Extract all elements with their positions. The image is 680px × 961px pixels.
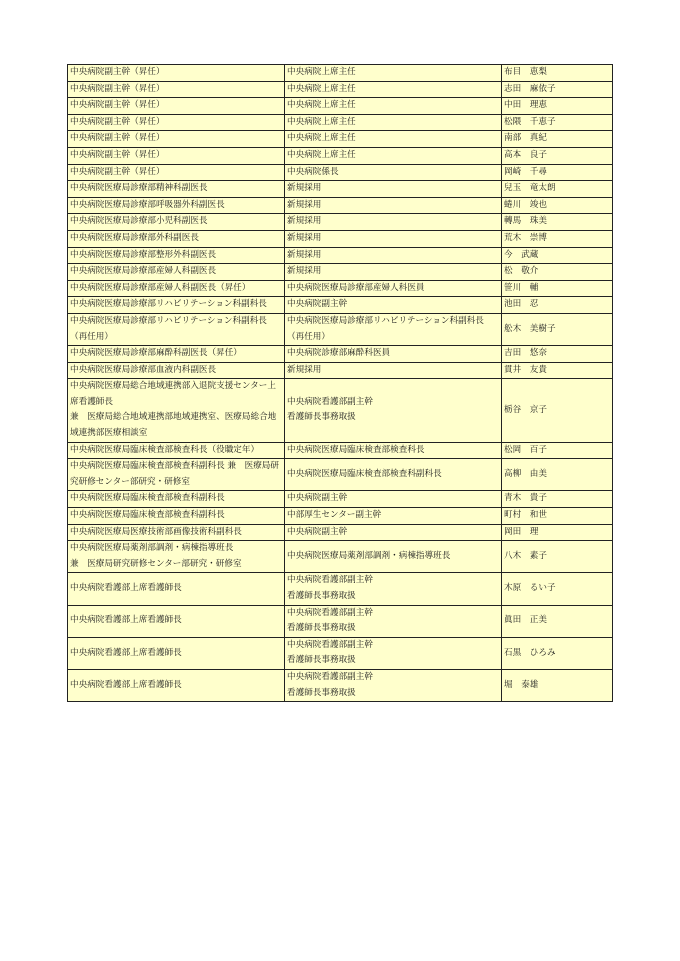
old-post-cell bbox=[285, 346, 502, 363]
old-post-text: 中央病院医療局臨床検査部検査科長 bbox=[287, 444, 425, 455]
new-post-text: 中央病院医療局診療部精神科副医長 bbox=[70, 183, 208, 194]
person-name: 今 武蔵 bbox=[504, 249, 539, 260]
person-name-cell bbox=[502, 346, 613, 363]
new-post-cell bbox=[68, 247, 285, 264]
person-name: 町村 和世 bbox=[504, 510, 547, 521]
person-name: 松隈 千恵子 bbox=[504, 116, 556, 127]
new-post-text: 中央病院医療局診療部外科副医長 bbox=[70, 232, 199, 243]
old-post-cell bbox=[285, 459, 502, 491]
person-name-cell bbox=[502, 65, 613, 82]
old-post-text: 新規採用 bbox=[287, 232, 322, 243]
person-name-cell bbox=[502, 230, 613, 247]
old-post-cell bbox=[285, 181, 502, 198]
table-row bbox=[68, 280, 613, 297]
new-post-cell bbox=[68, 379, 285, 442]
new-post-cell bbox=[68, 181, 285, 198]
new-post-text: 中央病院医療局臨床検査部検査科副科長 bbox=[70, 510, 225, 521]
new-post-text: 中央病院医療局医療技術部画像技術科副科長 bbox=[70, 526, 242, 537]
old-post-text: 中央病院医療局臨床検査部検査科副科長 bbox=[287, 469, 442, 480]
old-post-text: 中央病院看護部副主幹 bbox=[287, 671, 373, 682]
table-row bbox=[68, 131, 613, 148]
new-post-cell bbox=[68, 147, 285, 164]
new-post-text: 中央病院副主幹（昇任） bbox=[70, 133, 165, 144]
new-post-text: 中央病院医療局診療部リハビリテーション科副科長 bbox=[70, 299, 267, 310]
old-post-cell bbox=[285, 197, 502, 214]
new-post-cell bbox=[68, 459, 285, 491]
person-name-cell bbox=[502, 197, 613, 214]
person-name: 岡田 理 bbox=[504, 526, 539, 537]
person-name: 吉田 悠奈 bbox=[504, 348, 547, 359]
person-name-cell bbox=[502, 280, 613, 297]
old-post-cell bbox=[285, 214, 502, 231]
table-row bbox=[68, 98, 613, 115]
person-name: 志田 麻依子 bbox=[504, 83, 556, 94]
new-post-text: 中央病院副主幹（昇任） bbox=[70, 100, 165, 111]
table-body bbox=[68, 65, 613, 702]
new-post-cell bbox=[68, 313, 285, 345]
old-post-text: 中央病院上席主任 bbox=[287, 100, 356, 111]
old-post-cell bbox=[285, 81, 502, 98]
table-row bbox=[68, 181, 613, 198]
old-post-text: 新規採用 bbox=[287, 266, 322, 277]
person-name-cell bbox=[502, 605, 613, 637]
table-row bbox=[68, 197, 613, 214]
table-row bbox=[68, 81, 613, 98]
old-post-text: 中央病院医療局薬剤部調剤・病棟指導班長 bbox=[287, 551, 451, 562]
person-name: 兒玉 竜太朗 bbox=[504, 183, 556, 194]
old-post-text: 中央病院看護部副主幹 bbox=[287, 639, 373, 650]
new-post-cell bbox=[68, 214, 285, 231]
old-post-cell bbox=[285, 669, 502, 701]
old-post-text: 中央病院看護部副主幹 bbox=[287, 396, 373, 407]
new-post-text: 中央病院副主幹（昇任） bbox=[70, 166, 165, 177]
old-post-cell bbox=[285, 313, 502, 345]
person-name-cell bbox=[502, 98, 613, 115]
new-post-concurrent-text: 兼 医療局総合地域連携部地域連携室、医療局総合地域連携部医療相談室 bbox=[70, 412, 277, 439]
new-post-cell bbox=[68, 669, 285, 701]
old-post-text: 中央病院副主幹 bbox=[287, 526, 348, 537]
person-name: 舩木 美樹子 bbox=[504, 323, 556, 334]
new-post-cell bbox=[68, 524, 285, 541]
old-post-cell bbox=[285, 98, 502, 115]
old-post-cell bbox=[285, 247, 502, 264]
table-row bbox=[68, 541, 613, 573]
new-post-cell bbox=[68, 508, 285, 525]
table-row bbox=[68, 214, 613, 231]
new-post-text: 中央病院看護部上席看護師長 bbox=[70, 679, 182, 690]
person-name: 眞田 正美 bbox=[504, 615, 547, 626]
table-row bbox=[68, 669, 613, 701]
person-name: 松岡 百子 bbox=[504, 444, 547, 455]
table-row bbox=[68, 379, 613, 442]
person-name-cell bbox=[502, 181, 613, 198]
new-post-cell bbox=[68, 573, 285, 605]
old-post-cell bbox=[285, 362, 502, 379]
new-post-cell bbox=[68, 605, 285, 637]
old-post-cell bbox=[285, 280, 502, 297]
old-post-cell bbox=[285, 541, 502, 573]
person-name-cell bbox=[502, 362, 613, 379]
table-row bbox=[68, 605, 613, 637]
table-row bbox=[68, 297, 613, 314]
old-post-text: 中央病院看護部副主幹 bbox=[287, 607, 373, 618]
new-post-cell bbox=[68, 297, 285, 314]
person-name: 木原 るい子 bbox=[504, 583, 556, 594]
person-name-cell bbox=[502, 459, 613, 491]
old-post-text: 中央病院上席主任 bbox=[287, 149, 356, 160]
new-post-text: 中央病院医療局総合地域連携部入退院支援センター上席看護師長 bbox=[70, 381, 276, 407]
old-post-text: 中央病院看護部副主幹 bbox=[287, 575, 373, 586]
person-name-cell bbox=[502, 669, 613, 701]
person-name: 栃谷 京子 bbox=[504, 404, 547, 415]
old-post-cell bbox=[285, 164, 502, 181]
person-name-cell bbox=[502, 131, 613, 148]
old-post-text: 中央病院上席主任 bbox=[287, 67, 356, 77]
table-row bbox=[68, 442, 613, 459]
old-post-cell bbox=[285, 131, 502, 148]
new-post-text: 中央病院医療局臨床検査部検査科副科長 bbox=[70, 493, 225, 504]
old-post-text: 中央病院上席主任 bbox=[287, 83, 356, 94]
old-post-note-text: 看護師長事務取扱 bbox=[287, 623, 356, 634]
old-post-cell bbox=[285, 379, 502, 442]
new-post-text: 中央病院医療局診療部産婦人科副医長 bbox=[70, 266, 217, 277]
new-post-cell bbox=[68, 541, 285, 573]
old-post-text: 中央病院副主幹 bbox=[287, 493, 348, 504]
new-post-cell bbox=[68, 346, 285, 363]
person-name-cell bbox=[502, 573, 613, 605]
new-post-text: 中央病院医療局診療部麻酔科副医長（昇任） bbox=[70, 348, 242, 359]
new-post-text: 中央病院医療局診療部リハビリテーション科副科長（再任用） bbox=[70, 315, 267, 342]
new-post-cell bbox=[68, 637, 285, 669]
old-post-cell bbox=[285, 573, 502, 605]
new-post-text: 中央病院副主幹（昇任） bbox=[70, 149, 165, 160]
new-post-cell bbox=[68, 98, 285, 115]
table-row bbox=[68, 114, 613, 131]
old-post-cell bbox=[285, 114, 502, 131]
person-name-cell bbox=[502, 637, 613, 669]
old-post-text: 新規採用 bbox=[287, 364, 322, 375]
person-name: 石黒 ひろみ bbox=[504, 647, 556, 658]
table-row bbox=[68, 637, 613, 669]
old-post-cell bbox=[285, 264, 502, 281]
old-post-note-text: 看護師長事務取扱 bbox=[287, 655, 356, 666]
new-post-cell bbox=[68, 131, 285, 148]
person-name: 岡崎 千尋 bbox=[504, 166, 547, 177]
person-name: 中田 理恵 bbox=[504, 100, 547, 111]
table-row bbox=[68, 491, 613, 508]
new-post-cell bbox=[68, 114, 285, 131]
new-post-text: 中央病院医療局薬剤部調剤・病棟指導班長 bbox=[70, 543, 234, 554]
personnel-table bbox=[67, 64, 613, 702]
table-row bbox=[68, 264, 613, 281]
person-name-cell bbox=[502, 524, 613, 541]
old-post-cell bbox=[285, 491, 502, 508]
old-post-cell bbox=[285, 524, 502, 541]
person-name-cell bbox=[502, 164, 613, 181]
new-post-cell bbox=[68, 65, 285, 82]
new-post-text: 中央病院医療局臨床検査部検査科長（役職定年） bbox=[70, 444, 260, 455]
person-name-cell bbox=[502, 491, 613, 508]
table-row bbox=[68, 573, 613, 605]
old-post-text: 新規採用 bbox=[287, 249, 322, 260]
old-post-text: 中央病院係長 bbox=[287, 166, 339, 177]
person-name-cell bbox=[502, 214, 613, 231]
old-post-text: 中部厚生センター副主幹 bbox=[287, 510, 382, 521]
old-post-note-text: 看護師長事務取扱 bbox=[287, 412, 356, 423]
person-name: 松 敬介 bbox=[504, 266, 539, 277]
table-row bbox=[68, 362, 613, 379]
old-post-text: 中央病院医療局診療部産婦人科医員 bbox=[287, 282, 425, 293]
table-row bbox=[68, 147, 613, 164]
old-post-text: 中央病院医療局診療部リハビリテーション科副科長（再任用） bbox=[287, 315, 484, 342]
old-post-cell bbox=[285, 147, 502, 164]
old-post-text: 中央病院副主幹 bbox=[287, 299, 348, 310]
new-post-text: 中央病院医療局診療部呼吸器外科副医長 bbox=[70, 199, 225, 210]
old-post-note-text: 看護師長事務取扱 bbox=[287, 591, 356, 601]
new-post-text: 中央病院看護部上席看護師長 bbox=[70, 583, 182, 594]
old-post-cell bbox=[285, 65, 502, 82]
person-name-cell bbox=[502, 297, 613, 314]
new-post-cell bbox=[68, 280, 285, 297]
new-post-text: 中央病院医療局臨床検査部検査科副科長 兼 医療局研究研修センター部研究・研修室 bbox=[70, 461, 279, 487]
new-post-text: 中央病院副主幹（昇任） bbox=[70, 116, 165, 127]
new-post-text: 中央病院副主幹（昇任） bbox=[70, 67, 165, 77]
table-row bbox=[68, 524, 613, 541]
table-row bbox=[68, 230, 613, 247]
new-post-text: 中央病院医療局診療部整形外科副医長 bbox=[70, 249, 217, 260]
new-post-concurrent-text: 兼 医療局研究研修センター部研究・研修室 bbox=[70, 558, 242, 569]
old-post-text: 中央病院上席主任 bbox=[287, 133, 356, 144]
person-name: 蜷川 竣也 bbox=[504, 199, 547, 210]
new-post-cell bbox=[68, 442, 285, 459]
table-row bbox=[68, 346, 613, 363]
new-post-text: 中央病院看護部上席看護師長 bbox=[70, 647, 182, 658]
person-name: 八木 素子 bbox=[504, 551, 547, 562]
old-post-text: 中央病院診療部麻酔科医員 bbox=[287, 348, 391, 359]
person-name-cell bbox=[502, 442, 613, 459]
table-row bbox=[68, 65, 613, 82]
old-post-cell bbox=[285, 297, 502, 314]
new-post-text: 中央病院看護部上席看護師長 bbox=[70, 615, 182, 626]
person-name: 布目 恵梨 bbox=[504, 67, 547, 77]
table-row bbox=[68, 164, 613, 181]
new-post-cell bbox=[68, 81, 285, 98]
new-post-cell bbox=[68, 362, 285, 379]
new-post-cell bbox=[68, 197, 285, 214]
person-name: 池田 忍 bbox=[504, 299, 539, 310]
person-name-cell bbox=[502, 313, 613, 345]
person-name: 青木 貴子 bbox=[504, 493, 547, 504]
new-post-cell bbox=[68, 491, 285, 508]
person-name-cell bbox=[502, 147, 613, 164]
old-post-note-text: 看護師長事務取扱 bbox=[287, 687, 356, 698]
table-row bbox=[68, 313, 613, 345]
new-post-cell bbox=[68, 164, 285, 181]
new-post-text: 中央病院医療局診療部産婦人科副医長（昇任） bbox=[70, 282, 251, 293]
person-name-cell bbox=[502, 508, 613, 525]
old-post-cell bbox=[285, 230, 502, 247]
old-post-text: 新規採用 bbox=[287, 199, 322, 210]
new-post-cell bbox=[68, 264, 285, 281]
old-post-text: 中央病院上席主任 bbox=[287, 116, 356, 127]
person-name-cell bbox=[502, 379, 613, 442]
table-row bbox=[68, 247, 613, 264]
person-name-cell bbox=[502, 247, 613, 264]
old-post-text: 新規採用 bbox=[287, 183, 322, 194]
old-post-text: 新規採用 bbox=[287, 216, 322, 227]
old-post-cell bbox=[285, 637, 502, 669]
person-name: 貫井 友貴 bbox=[504, 364, 547, 375]
person-name-cell bbox=[502, 264, 613, 281]
person-name: 轉馬 珠美 bbox=[504, 216, 547, 227]
table-row bbox=[68, 508, 613, 525]
new-post-cell bbox=[68, 230, 285, 247]
new-post-text: 中央病院医療局診療部小児科副医長 bbox=[70, 216, 208, 227]
table-row bbox=[68, 459, 613, 491]
old-post-cell bbox=[285, 442, 502, 459]
old-post-cell bbox=[285, 508, 502, 525]
person-name-cell bbox=[502, 541, 613, 573]
person-name: 高本 良子 bbox=[504, 149, 547, 160]
person-name-cell bbox=[502, 81, 613, 98]
person-name: 高柳 由美 bbox=[504, 469, 547, 480]
person-name: 笹川 輔 bbox=[504, 282, 539, 293]
new-post-text: 中央病院医療局診療部血液内科副医長 bbox=[70, 364, 217, 375]
new-post-text: 中央病院副主幹（昇任） bbox=[70, 83, 165, 94]
old-post-cell bbox=[285, 605, 502, 637]
person-name: 堀 泰雄 bbox=[504, 679, 539, 690]
person-name: 荒木 崇博 bbox=[504, 232, 547, 243]
person-name: 南部 真紀 bbox=[504, 133, 547, 144]
person-name-cell bbox=[502, 114, 613, 131]
